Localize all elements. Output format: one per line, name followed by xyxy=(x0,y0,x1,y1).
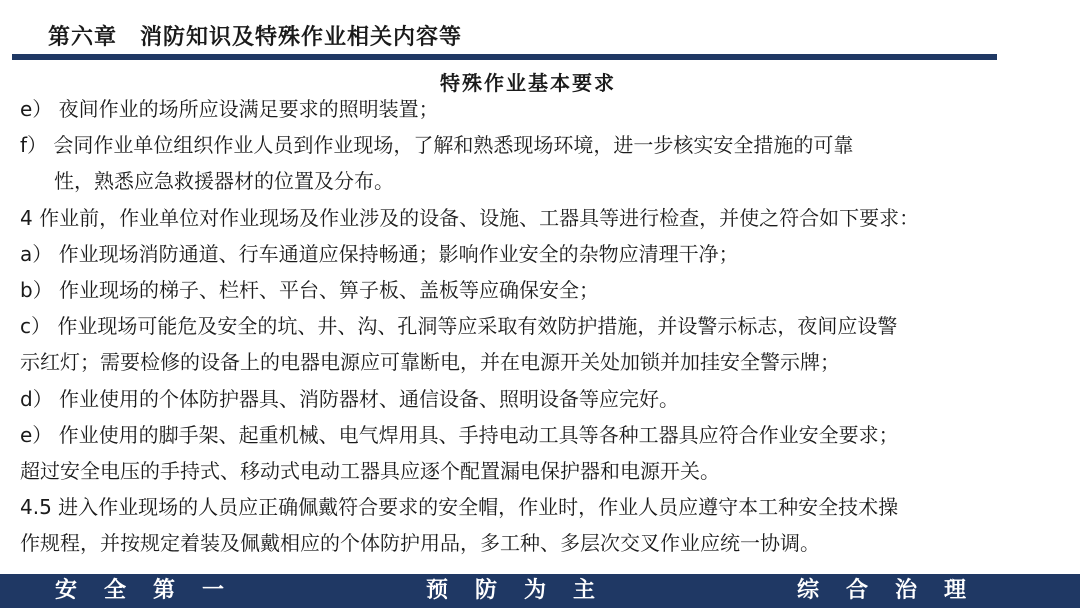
text-line: 超过安全电压的手持式、移动式电动工器具应逐个配置漏电保护器和电源开关。 xyxy=(20,458,720,483)
footer-banner xyxy=(0,574,1080,608)
footer-slogan: 预防为主 xyxy=(426,578,623,603)
text-line: 性，熟悉应急救援器材的位置及分布。 xyxy=(54,169,394,194)
text-line: e） 夜间作业的场所应设满足要求的照明装置； xyxy=(20,97,439,121)
text-line: c） 作业现场可能危及安全的坑、井、沟、孔洞等应采取有效防护措施，并设警示标志，夜间应设警 xyxy=(20,314,898,339)
section-title: 特殊作业基本要求 xyxy=(440,71,616,95)
text-line: d） 作业使用的个体防护器具、消防器材、通信设备、照明设备等应完好。 xyxy=(20,386,680,411)
title-divider xyxy=(12,54,997,60)
body-text xyxy=(20,91,1060,561)
text-line: 4 作业前，作业单位对作业现场及作业涉及的设备、设施、工器具等进行检查，并使之符合如下要求： xyxy=(20,205,920,230)
text-line: 作规程，并按规定着装及佩戴相应的个体防护用品，多工种、多层次交叉作业应统一协调。 xyxy=(20,531,820,556)
text-line: 4.5 进入作业现场的人员应正确佩戴符合要求的安全帽，作业时，作业人员应遵守本工种安全技术操 xyxy=(20,495,899,520)
text-line: a） 作业现场消防通道、行车通道应保持畅通；影响作业安全的杂物应清理干净； xyxy=(20,241,739,266)
text-line: 示红灯；需要检修的设备上的电器电源应可靠断电，并在电源开关处加锁并加挂安全警示牌； xyxy=(20,350,840,375)
footer-slogan: 综合治理 xyxy=(797,578,994,603)
text-line: e） 作业使用的脚手架、起重机械、电气焊用具、手持电动工具等各种工器具应符合作业安全要求； xyxy=(20,422,899,447)
chapter-title: 第六章 消防知识及特殊作业相关内容等 xyxy=(48,25,463,50)
text-line: b） 作业现场的梯子、栏杆、平台、箅子板、盖板等应确保安全； xyxy=(20,277,600,302)
footer-slogan: 安全第一 xyxy=(55,578,252,603)
text-line: f） 会同作业单位组织作业人员到作业现场，了解和熟悉现场环境，进一步核实安全措施的可靠 xyxy=(20,133,854,158)
